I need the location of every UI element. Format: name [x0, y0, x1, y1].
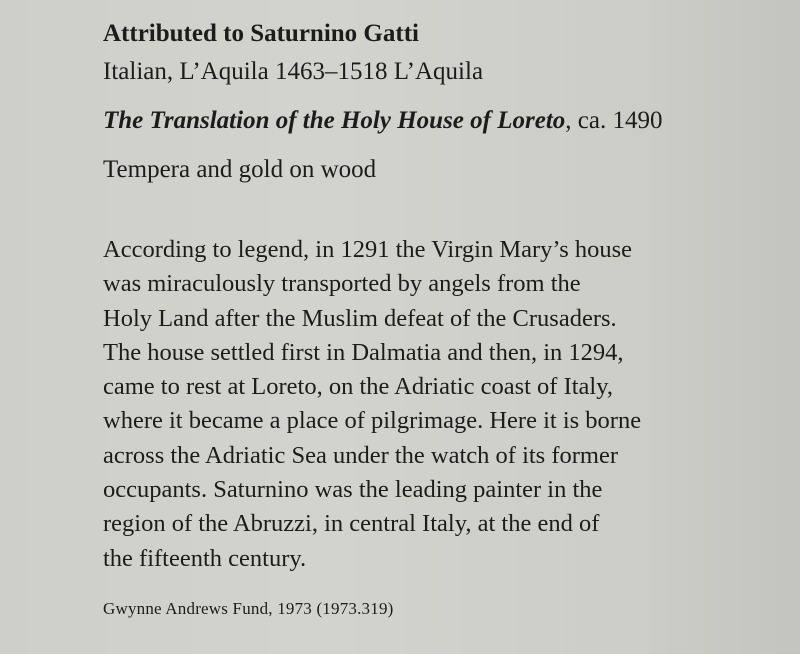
artwork-title: The Translation of the Holy House of Loreto [103, 107, 566, 134]
description-line: was miraculously transported by angels from the [103, 270, 581, 298]
description-line: where it became a place of pilgrimage. Here it is borne [103, 407, 642, 435]
artwork-medium: Tempera and gold on wood [103, 156, 377, 183]
artist-nationality-dates: Italian, L’Aquila 1463–1518 L’Aquila [103, 58, 484, 85]
description-line: Holy Land after the Muslim defeat of the Crusaders. [103, 304, 617, 332]
artwork-title-line [103, 107, 662, 135]
description-line: The house settled first in Dalmatia and then, in 1294, [103, 338, 624, 366]
artwork-description [103, 233, 743, 576]
description-line: across the Adriatic Sea under the watch of its former [103, 441, 619, 469]
description-line: occupants. Saturnino was the leading painter in the [103, 476, 603, 504]
description-line: According to legend, in 1291 the Virgin Mary’s house [103, 236, 633, 263]
description-line: the fifteenth century. [103, 544, 307, 572]
artist-attribution: Attributed to Saturnino Gatti [103, 20, 419, 47]
description-line: region of the Abruzzi, in central Italy, at the end of [103, 510, 600, 538]
description-line: came to rest at Loreto, on the Adriatic coast of Italy, [103, 373, 614, 401]
credit-line: Gwynne Andrews Fund, 1973 (1973.319) [103, 599, 394, 618]
artwork-date: , ca. 1490 [565, 107, 663, 134]
